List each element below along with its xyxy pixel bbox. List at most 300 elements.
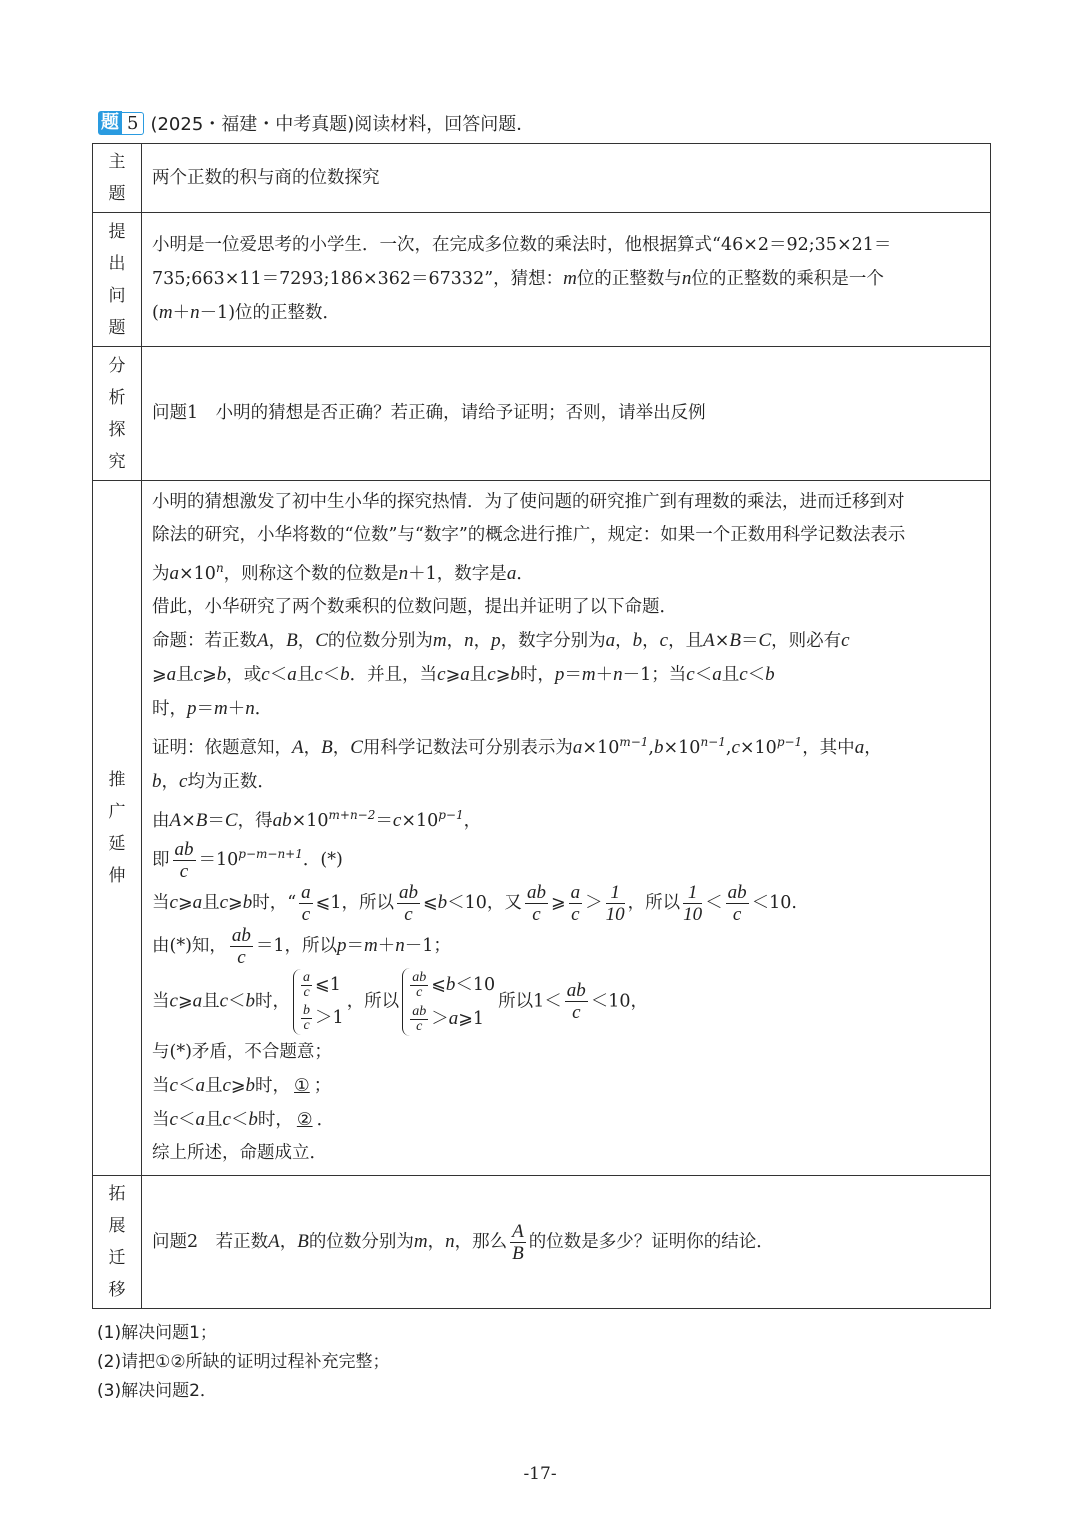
content-line <box>152 591 980 624</box>
row-content <box>142 481 991 1176</box>
text-run: ＜ <box>694 665 713 686</box>
text-run: 735;663×11＝7293;186×362＝67332”，猜想： <box>152 269 564 289</box>
numerator: ab <box>526 881 546 903</box>
numerator: ab <box>398 881 418 903</box>
text-run: ，所以 <box>346 991 400 1012</box>
question-title: (2025・福建・中考真题)阅读材料，回答问题． <box>150 114 535 135</box>
question-1: (1)解决问题1； <box>97 1323 217 1343</box>
row-key-char: 出 <box>108 253 126 274</box>
text-run: ＜ <box>269 665 288 686</box>
fraction <box>683 882 702 925</box>
text-run: ＜ <box>230 1109 249 1130</box>
text-run: ＋ <box>172 303 191 323</box>
math-var: B <box>729 630 741 652</box>
text-run: 所以1＜ <box>498 991 562 1012</box>
text-run: ×10 <box>739 738 777 758</box>
text-run: ×10 <box>401 810 439 831</box>
math-var: ab <box>272 809 292 831</box>
question-2: (2)请把①②所缺的证明过程补充完整； <box>97 1352 390 1372</box>
numerator: ab <box>566 980 586 1002</box>
content-line <box>152 519 980 552</box>
math-var: b <box>248 1108 258 1130</box>
math-var: p <box>337 934 347 956</box>
math-var: a <box>195 1074 205 1096</box>
fraction <box>510 1221 526 1264</box>
text-run: ，得 <box>237 810 273 831</box>
math-var: n <box>190 302 200 323</box>
math-var: n <box>464 630 474 652</box>
text-run: 且 <box>204 1109 223 1130</box>
text-run: ＝ <box>207 810 225 831</box>
row-key-char: 析 <box>108 387 126 408</box>
content-line <box>152 262 980 296</box>
fraction <box>397 882 420 925</box>
math-var: b <box>437 891 448 913</box>
math-var: a <box>166 664 177 686</box>
fraction <box>299 882 313 925</box>
text-run: ⩾ <box>177 991 193 1012</box>
text-run: ＝1，所以 <box>255 935 338 956</box>
math-var: C <box>315 630 328 652</box>
text-run: 的位数分别为 <box>308 1231 414 1252</box>
text-run: ； <box>313 1075 332 1096</box>
content-line <box>152 397 980 430</box>
math-var: a <box>192 990 203 1012</box>
math-var: A <box>703 630 715 652</box>
text-run: 时， <box>152 699 187 720</box>
text-run: 小明是一位爱思考的小学生．一次，在完成多位数的乘法时，他根据算式“46×2＝92;35×21＝ <box>152 235 892 255</box>
text-run: ＋ <box>377 935 396 956</box>
text-run: ， <box>615 631 633 652</box>
text-run: ( <box>152 303 159 323</box>
equation-system <box>402 968 495 1036</box>
denominator: c <box>532 903 541 925</box>
math-var: c <box>222 1074 231 1096</box>
text-run: ，所以 <box>627 892 681 913</box>
math-var: C <box>350 737 363 758</box>
text-run: 位的正整数的乘积是一个 <box>691 269 884 289</box>
math-var: n <box>395 934 405 956</box>
content-line <box>152 1221 980 1264</box>
fraction <box>565 980 588 1023</box>
math-var: a <box>169 563 179 585</box>
content-line <box>152 1103 980 1137</box>
row-key-char: 移 <box>108 1280 126 1300</box>
denominator: 10 <box>605 903 625 925</box>
page-number: -17- <box>523 1464 557 1484</box>
text-run: 时， <box>255 1075 291 1096</box>
row-key-char: 推 <box>108 770 126 790</box>
table-row <box>93 481 991 1176</box>
math-var: B <box>195 809 208 831</box>
table-row <box>93 347 991 481</box>
text-run: , <box>648 738 654 758</box>
math-var: b <box>152 771 162 792</box>
text-run: 时， <box>255 991 291 1012</box>
content-line <box>152 552 980 591</box>
math-var: c <box>261 664 270 686</box>
text-run: ，则称这个数的位数是 <box>223 564 399 585</box>
numerator: a <box>301 881 311 903</box>
exponent: m+n−2 <box>328 808 376 822</box>
text-run: 且 <box>296 665 315 686</box>
math-var: c <box>169 1074 178 1096</box>
math-var: a <box>854 737 865 758</box>
system-line <box>407 1002 495 1036</box>
text-run: ， <box>303 738 322 758</box>
text-run: 且 <box>202 991 220 1012</box>
denominator: c <box>732 903 742 925</box>
content-line <box>152 692 980 726</box>
text-run: ⩾ <box>202 665 217 686</box>
row-key-char: 拓 <box>108 1184 126 1204</box>
math-var: b <box>445 973 456 995</box>
text-run: 用科学记数法可分别表示为 <box>362 738 573 758</box>
fraction <box>569 882 583 925</box>
math-var: A <box>169 809 182 831</box>
denominator: c <box>572 1002 581 1024</box>
row-key-char: 广 <box>108 802 126 822</box>
table-row <box>93 1176 991 1309</box>
text-run: ，则必有 <box>771 631 842 652</box>
text-run: ＝ <box>564 665 582 686</box>
math-var: m <box>364 934 378 956</box>
fraction <box>525 882 548 925</box>
math-var: n <box>681 268 692 289</box>
text-run: ， <box>427 1231 446 1252</box>
row-key-char: 延 <box>108 834 126 854</box>
row-key-char: 题 <box>108 184 126 204</box>
math-var: c <box>731 737 740 758</box>
math-var: b <box>510 664 520 686</box>
text-run: 问题2 若正数 <box>152 1231 269 1252</box>
text-run: ＋ <box>595 665 614 686</box>
math-var: a <box>712 664 722 686</box>
text-run: ， <box>864 738 882 758</box>
row-content <box>142 1176 991 1309</box>
text-run: ，其中 <box>802 738 855 758</box>
text-run: 小明的猜想激发了初中生小华的探究热情．为了使问题的研究推广到有理数的乘法，进而迁移到对 <box>152 492 905 513</box>
math-var: B <box>297 1230 309 1252</box>
content-line <box>152 1036 980 1069</box>
row-key-char: 分 <box>108 355 126 376</box>
text-run: ＋1，数字是 <box>408 564 507 585</box>
math-var: c <box>437 664 446 686</box>
math-var: n <box>398 563 409 585</box>
text-run: ， <box>268 631 287 652</box>
row-key <box>93 481 142 1176</box>
row-key-char: 究 <box>108 451 126 472</box>
numerator: a <box>570 881 581 903</box>
text-run: ⩾ <box>230 1075 246 1096</box>
text-run: 时， <box>519 665 555 686</box>
text-run: ＜ <box>322 665 341 686</box>
text-run: ， <box>161 772 179 792</box>
math-var: A <box>268 1230 280 1252</box>
exponent: p−1 <box>776 735 803 750</box>
text-run: 与(*)矛盾，不合题意； <box>152 1041 332 1062</box>
denominator: c <box>416 1018 423 1034</box>
text-run: ． <box>316 1109 335 1130</box>
math-var: m <box>158 302 173 323</box>
content-line <box>152 624 980 658</box>
math-var: c <box>219 891 229 913</box>
exponent: p−m−n+1 <box>238 846 303 861</box>
content-line <box>152 968 980 1036</box>
denominator: c <box>237 946 246 968</box>
denominator: c <box>404 903 413 925</box>
text-run: －1)位的正整数． <box>199 303 341 323</box>
numerator: A <box>512 1220 524 1242</box>
text-run: ＜10. <box>751 892 797 913</box>
text-run: , <box>725 738 732 758</box>
text-run: 且 <box>469 665 488 686</box>
content-line <box>152 925 980 968</box>
math-var: A <box>257 630 269 652</box>
numerator: b <box>303 1002 311 1018</box>
system-line <box>298 1002 344 1035</box>
text-run: 时， <box>257 1109 293 1130</box>
text-run: 两个正数的积与商的位数探究 <box>152 167 380 188</box>
text-run: 证明：依题意知， <box>152 738 292 758</box>
text-run: ， <box>297 631 316 652</box>
text-run: 由 <box>152 810 170 831</box>
denominator: B <box>512 1242 524 1264</box>
exponent: m−1 <box>619 735 649 750</box>
denominator: c <box>301 903 311 925</box>
text-run: ＝10 <box>198 849 239 870</box>
math-var: p <box>554 664 565 686</box>
text-run: －1； <box>404 935 451 956</box>
row-key <box>93 347 142 481</box>
content-line <box>152 296 980 330</box>
content-line <box>152 799 980 838</box>
row-key <box>93 1176 142 1309</box>
math-var: c <box>169 990 178 1012</box>
math-var: b <box>245 1074 256 1096</box>
content-line <box>152 1137 980 1170</box>
numerator: ab <box>412 1003 427 1019</box>
text-run: ⩽1 <box>315 974 341 995</box>
math-var: c <box>219 990 229 1012</box>
system-line <box>407 968 495 1002</box>
text-run: × <box>714 631 730 652</box>
text-run: 且 <box>204 1075 223 1096</box>
text-run: 且 <box>202 892 220 913</box>
text-run: 即 <box>152 849 170 870</box>
fraction <box>410 1005 428 1034</box>
math-var: c <box>841 630 850 652</box>
text-run: ， <box>332 738 351 758</box>
text-run: ， <box>642 631 660 652</box>
text-run: ＝ <box>196 699 214 720</box>
denominator: 10 <box>683 903 703 925</box>
text-run: ， <box>463 810 482 831</box>
text-run: ． <box>254 699 273 720</box>
text-run: ×10 <box>179 564 216 585</box>
question-header <box>98 110 534 136</box>
text-run: ×10 <box>582 738 620 758</box>
content-line <box>152 838 980 882</box>
row-content <box>142 144 991 213</box>
exponent: n−1 <box>700 735 726 750</box>
math-var: c <box>314 664 323 686</box>
numerator: ab <box>727 881 747 903</box>
text-run: ， <box>279 1231 298 1252</box>
text-run: 的位数是多少？证明你的结论． <box>528 1231 774 1252</box>
math-var: p <box>491 630 501 652</box>
text-run: ＞ <box>585 892 603 913</box>
fraction <box>606 882 625 925</box>
math-var: c <box>169 1108 178 1130</box>
text-run: ， <box>446 631 465 652</box>
text-run: 且 <box>176 665 194 686</box>
math-var: b <box>340 664 350 686</box>
text-run: 为 <box>152 564 170 585</box>
text-run: 且 <box>721 665 740 686</box>
row-key-char: 提 <box>108 221 126 242</box>
question-3: (3)解决问题2． <box>97 1381 217 1401</box>
text-run: ＜ <box>228 991 246 1012</box>
math-var: a <box>506 563 517 585</box>
numerator: ab <box>231 924 251 946</box>
math-var: a <box>448 1007 459 1029</box>
math-var: c <box>739 664 748 686</box>
content-line <box>152 658 980 692</box>
text-run: 综上所述，命题成立． <box>152 1142 327 1163</box>
math-var: c <box>392 809 402 831</box>
text-run: ．并且，当 <box>349 665 438 686</box>
math-var: m <box>432 630 447 652</box>
math-var: m <box>581 664 596 686</box>
text-run: －1；当 <box>622 665 687 686</box>
text-run: 除法的研究，小华将数的“位数”与“数字”的概念进行推广，规定：如果一个正数用科学记数法表示 <box>152 525 906 546</box>
text-run: ＞ <box>431 1008 449 1029</box>
math-var: a <box>192 891 203 913</box>
math-var: c <box>686 664 695 686</box>
text-run: ⩾ <box>152 665 167 686</box>
math-var: b <box>242 891 253 913</box>
text-run: × <box>181 810 196 831</box>
content-line <box>152 765 980 799</box>
math-var: n <box>613 664 623 686</box>
numerator: 1 <box>683 882 702 904</box>
math-var: a <box>287 664 297 686</box>
text-run: ＜10 <box>455 974 496 995</box>
exponent: p−1 <box>438 808 464 822</box>
text-run: 当 <box>152 892 170 913</box>
blank-placeholder: ① <box>294 1075 310 1096</box>
text-run: ⩾ <box>550 892 566 913</box>
fraction <box>410 971 428 1000</box>
math-var: b <box>216 664 227 686</box>
content-line <box>152 882 980 925</box>
fraction <box>301 971 312 1000</box>
content-line <box>152 726 980 765</box>
text-run: ⩾ <box>495 665 511 686</box>
text-run: 当 <box>152 1109 170 1130</box>
text-run: 由(*)知， <box>152 935 227 956</box>
math-var: b <box>245 990 256 1012</box>
math-var: c <box>179 771 188 792</box>
row-key-char: 题 <box>108 317 126 338</box>
text-run: ，且 <box>668 631 704 652</box>
math-var: m <box>413 1230 428 1252</box>
equation-system <box>293 969 344 1035</box>
math-var: a <box>572 737 583 758</box>
math-var: B <box>321 737 333 758</box>
text-run: ×10 <box>291 810 329 831</box>
numerator: 1 <box>606 882 625 904</box>
text-run: 当 <box>152 991 170 1012</box>
math-var: c <box>487 664 496 686</box>
text-run: ⩽1，所以 <box>315 892 394 913</box>
row-key-char: 问 <box>108 285 126 306</box>
text-run: ⩾ <box>177 892 193 913</box>
math-var: p <box>187 698 197 720</box>
math-var: m <box>563 268 577 289</box>
math-var: a <box>605 630 616 652</box>
text-run: 均为正数． <box>187 772 275 792</box>
text-run: ×10 <box>663 738 701 758</box>
row-content <box>142 213 991 347</box>
content-line <box>152 486 980 519</box>
text-run: ⩾ <box>228 892 243 913</box>
math-var: C <box>758 630 772 652</box>
text-run: ＜10，又 <box>447 892 522 913</box>
question-number: 5 <box>122 112 144 135</box>
text-run: ＜ <box>177 1075 196 1096</box>
math-var: a <box>460 664 470 686</box>
text-run: ．(*) <box>302 849 343 870</box>
text-run: 当 <box>152 1075 170 1096</box>
math-var: A <box>292 737 304 758</box>
math-var: n <box>245 698 255 720</box>
row-key-char: 迁 <box>108 1248 126 1268</box>
content-line <box>152 229 980 262</box>
text-run: ⩽ <box>422 892 438 913</box>
row-key <box>93 213 142 347</box>
text-run: ⩽ <box>431 974 446 995</box>
text-run: ，那么 <box>454 1231 508 1252</box>
text-run: ＝ <box>375 810 393 831</box>
row-key-char: 主 <box>108 152 126 172</box>
numerator: ab <box>174 838 194 860</box>
text-run: ⩾ <box>445 665 461 686</box>
math-var: b <box>765 664 775 686</box>
text-run: ＝ <box>740 631 759 652</box>
math-var: C <box>224 809 238 831</box>
text-run: ． <box>516 564 534 585</box>
denominator: c <box>179 860 189 882</box>
text-run: 的位数分别为 <box>327 631 433 652</box>
question-tag: 题 <box>98 111 122 135</box>
fraction <box>726 882 749 925</box>
denominator: c <box>571 903 580 925</box>
denominator: c <box>416 984 423 1000</box>
fraction <box>173 839 196 882</box>
text-run: ＜10， <box>590 991 649 1012</box>
material-table <box>92 143 991 1309</box>
text-run: ＝ <box>346 935 365 956</box>
content-line <box>152 1069 980 1103</box>
table-row <box>93 144 991 213</box>
text-run: ＞1 <box>315 1007 344 1028</box>
row-content <box>142 347 991 481</box>
text-run: ，数字分别为 <box>500 631 606 652</box>
math-var: b <box>654 737 664 758</box>
denominator: c <box>303 1017 310 1033</box>
